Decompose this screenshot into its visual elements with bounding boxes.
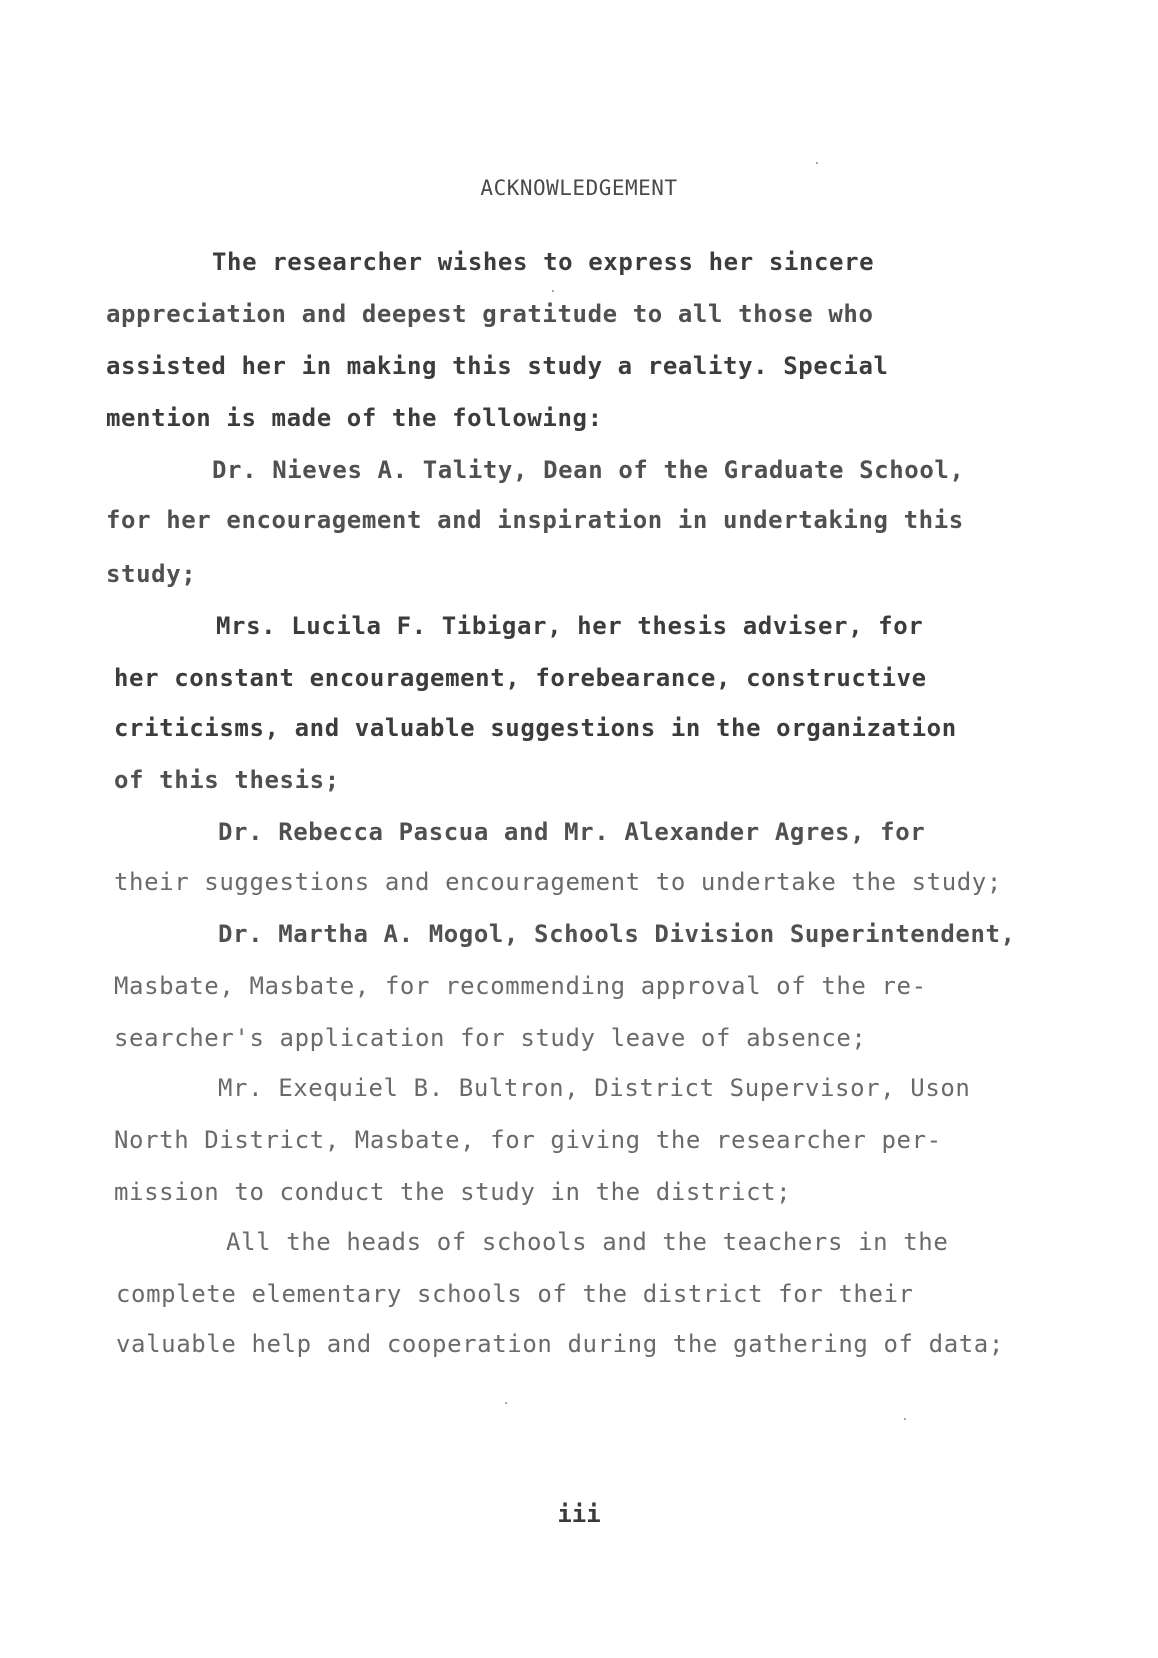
page-number: iii [557, 1500, 601, 1528]
text-line: valuable help and cooperation during the gathering of data; [116, 1330, 1004, 1358]
text-line: criticisms, and valuable suggestions in the organization [114, 714, 957, 742]
text-line: of this thesis; [114, 766, 340, 794]
text-line: for her encouragement and inspiration in undertaking this [106, 506, 964, 534]
text-line: Dr. Rebecca Pascua and Mr. Alexander Agres, for [218, 818, 926, 846]
text-line: appreciation and deepest gratitude to all those who [106, 300, 874, 328]
text-line: Mrs. Lucila F. Tibigar, her thesis adviser, for [216, 612, 924, 640]
text-line: their suggestions and encouragement to undertake the study; [114, 868, 1002, 896]
text-line: Mr. Exequiel B. Bultron, District Supervisor, Uson [218, 1074, 971, 1102]
text-line: mention is made of the following: [106, 404, 603, 432]
scan-speck [552, 290, 554, 292]
text-line: complete elementary schools of the district for their [116, 1280, 914, 1308]
text-line: The researcher wishes to express her sincere [212, 248, 875, 276]
scan-speck [816, 162, 818, 164]
text-line: Dr. Martha A. Mogol, Schools Division Superintendent, [218, 920, 1016, 948]
text-line: All the heads of schools and the teachers in the [226, 1228, 949, 1256]
scan-speck [505, 1402, 507, 1404]
text-line: her constant encouragement, forebearance, constructive [114, 664, 927, 692]
text-line: Dr. Nieves A. Tality, Dean of the Graduate School, [212, 456, 965, 484]
text-line: mission to conduct the study in the district; [114, 1178, 792, 1206]
scan-speck [904, 1418, 906, 1420]
text-line: North District, Masbate, for giving the researcher per- [114, 1126, 942, 1154]
text-line: Masbate, Masbate, for recommending approval of the re- [114, 972, 927, 1000]
text-line: searcher's application for study leave of absence; [114, 1024, 867, 1052]
text-line: study; [106, 560, 197, 588]
page-title: ACKNOWLEDGEMENT [480, 176, 678, 200]
text-line: assisted her in making this study a reality. Special [106, 352, 889, 380]
